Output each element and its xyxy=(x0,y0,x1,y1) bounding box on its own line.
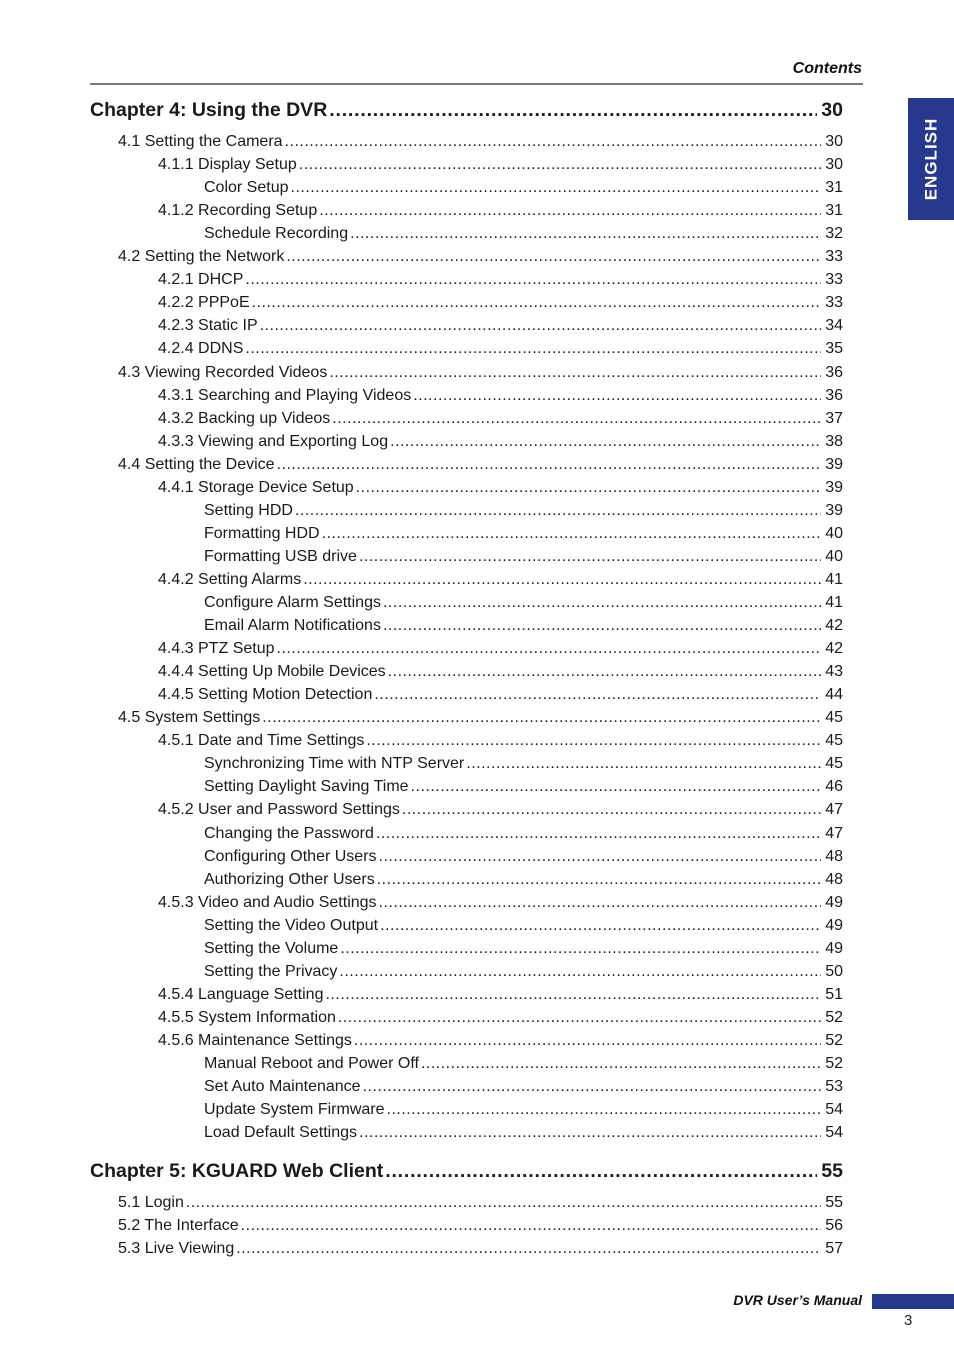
toc-entry-page: 30 xyxy=(825,133,843,150)
toc-entry[interactable] xyxy=(204,775,843,797)
toc-entry[interactable] xyxy=(158,199,843,221)
toc-dot-leader xyxy=(363,1077,822,1097)
toc-entry[interactable] xyxy=(158,384,843,406)
language-tab xyxy=(908,98,954,220)
toc-entry-page: 40 xyxy=(825,524,843,542)
toc-dot-leader xyxy=(385,1159,817,1183)
toc-entry[interactable] xyxy=(204,522,843,544)
toc-dot-leader xyxy=(356,478,822,498)
toc-entry-label: Changing the Password xyxy=(204,824,374,842)
toc-entry-page: 45 xyxy=(825,755,843,773)
toc-dot-leader xyxy=(366,731,821,751)
toc-entry-label: 4.2.3 Static IP xyxy=(158,317,258,335)
toc-entry-page: 38 xyxy=(825,432,843,450)
toc-dot-leader xyxy=(322,524,822,544)
toc-entry-page: 44 xyxy=(825,686,843,704)
toc-entry-page: 42 xyxy=(825,640,843,658)
toc-entry-label: 4.1 Setting the Camera xyxy=(118,133,283,150)
toc-entry-page: 33 xyxy=(825,271,843,289)
toc-entry-page: 47 xyxy=(825,824,843,842)
toc-entry-label: 4.3.1 Searching and Playing Videos xyxy=(158,386,412,404)
toc-entry-label: Setting the Privacy xyxy=(204,962,338,980)
toc-entry-label: Schedule Recording xyxy=(204,225,349,243)
toc-entry-page: 43 xyxy=(825,663,843,681)
toc-entry-label: 4.4.3 PTZ Setup xyxy=(158,640,275,658)
toc-dot-leader xyxy=(286,247,821,267)
toc-entry[interactable] xyxy=(204,614,843,636)
toc-entry-label: 5.3 Live Viewing xyxy=(118,1240,235,1258)
toc-entry-label: 5.2 The Interface xyxy=(118,1217,239,1235)
toc-entry[interactable] xyxy=(158,637,843,659)
language-tab-label: ENGLISH xyxy=(921,117,940,201)
toc-dot-leader xyxy=(252,293,822,313)
toc-entry-label: 4.5.1 Date and Time Settings xyxy=(158,732,365,750)
toc-entry-label: Color Setup xyxy=(204,179,289,197)
toc-entry-label: 4.3.2 Backing up Videos xyxy=(158,409,331,427)
toc-entry-label: 4.1.2 Recording Setup xyxy=(158,202,318,220)
toc-dot-leader xyxy=(339,962,821,982)
toc-entry[interactable] xyxy=(158,1006,843,1028)
toc-entry-page: 30 xyxy=(821,99,843,121)
toc-entry[interactable] xyxy=(204,937,843,959)
toc-entry-label: Update System Firmware xyxy=(204,1101,385,1119)
toc-dot-leader xyxy=(390,432,821,452)
toc-dot-leader xyxy=(466,754,821,774)
toc-entry-page: 39 xyxy=(825,455,843,473)
toc-entry-page: 42 xyxy=(825,617,843,635)
toc-entry-label: 4.3.3 Viewing and Exporting Log xyxy=(158,432,389,450)
toc-entry-label: 4.3 Viewing Recorded Videos xyxy=(118,363,328,381)
toc-entry[interactable] xyxy=(118,706,843,728)
toc-entry-page: 52 xyxy=(825,1008,843,1026)
toc-dot-leader xyxy=(379,893,822,913)
toc-entry[interactable] xyxy=(158,568,843,590)
toc-entry-label: 4.5 System Settings xyxy=(118,709,261,727)
toc-entry[interactable] xyxy=(158,153,843,175)
toc-entry[interactable] xyxy=(118,453,843,475)
toc-entry-page: 55 xyxy=(821,1160,843,1182)
toc-dot-leader xyxy=(260,316,822,336)
toc-entry-label: 4.1.1 Display Setup xyxy=(158,156,297,174)
toc-entry-page: 48 xyxy=(825,847,843,865)
toc-entry[interactable] xyxy=(204,1075,843,1097)
toc-entry[interactable] xyxy=(204,914,843,936)
toc-entry-label: 5.1 Login xyxy=(118,1194,184,1211)
toc-entry-page: 34 xyxy=(825,317,843,335)
toc-dot-leader xyxy=(338,1008,821,1028)
toc-dot-leader xyxy=(277,639,822,659)
toc-dot-leader xyxy=(383,616,821,636)
toc-entry[interactable] xyxy=(158,268,843,290)
toc-entry-page: 33 xyxy=(825,294,843,312)
toc-entry-page: 53 xyxy=(825,1078,843,1096)
toc-entry-page: 36 xyxy=(825,386,843,404)
toc-entry-label: Configure Alarm Settings xyxy=(204,594,381,611)
toc-entry[interactable] xyxy=(118,1214,843,1236)
toc-entry-page: 46 xyxy=(825,778,843,796)
toc-entry-label: 4.4 Setting the Device xyxy=(118,455,275,473)
toc-dot-leader xyxy=(285,132,822,152)
toc-dot-leader xyxy=(387,1100,822,1120)
toc-entry[interactable] xyxy=(158,729,843,751)
footer-accent-bar xyxy=(872,1294,954,1309)
toc-entry[interactable] xyxy=(204,1052,843,1074)
toc-entry-page: 50 xyxy=(825,962,843,980)
toc-dot-leader xyxy=(245,270,821,290)
toc-entry-label: Setting the Volume xyxy=(204,939,339,957)
toc-entry[interactable] xyxy=(118,1237,843,1259)
toc-entry-label: Configuring Other Users xyxy=(204,847,377,865)
toc-entry[interactable] xyxy=(204,868,843,890)
page-number: 3 xyxy=(904,1312,913,1329)
toc-entry[interactable] xyxy=(204,222,843,244)
toc-entry[interactable] xyxy=(204,752,843,774)
toc-dot-leader xyxy=(329,98,817,122)
toc-entry-page: 54 xyxy=(825,1124,843,1142)
toc-dot-leader xyxy=(388,662,822,682)
header-title: Contents xyxy=(792,60,862,77)
toc-entry-page: 45 xyxy=(825,709,843,727)
toc-entry-label: 4.4.1 Storage Device Setup xyxy=(158,478,354,496)
toc-entry[interactable] xyxy=(158,430,843,452)
toc-entry-label: Set Auto Maintenance xyxy=(204,1078,361,1096)
toc-entry-label: 4.2 Setting the Network xyxy=(118,248,285,266)
toc-entry-label: 4.5.4 Language Setting xyxy=(158,985,324,1003)
toc-dot-leader xyxy=(277,455,822,475)
toc-dot-leader xyxy=(359,547,821,567)
toc-dot-leader xyxy=(236,1239,821,1259)
toc-dot-leader xyxy=(332,409,821,429)
header-rule xyxy=(90,83,863,85)
toc-dot-leader xyxy=(291,178,822,198)
toc-entry-label: 4.4.5 Setting Motion Detection xyxy=(158,686,373,704)
toc-entry-page: 32 xyxy=(825,225,843,243)
toc-entry-page: 41 xyxy=(825,570,843,588)
toc-dot-leader xyxy=(421,1054,821,1074)
toc-entry-page: 30 xyxy=(825,156,843,174)
toc-entry[interactable] xyxy=(118,1191,843,1213)
toc-dot-leader xyxy=(325,985,821,1005)
toc-dot-leader xyxy=(241,1216,822,1236)
toc-dot-leader xyxy=(402,800,821,820)
toc-entry[interactable] xyxy=(158,683,843,705)
toc-entry-page: 52 xyxy=(825,1055,843,1072)
toc-dot-leader xyxy=(359,1123,821,1143)
toc-entry[interactable] xyxy=(204,499,843,521)
toc-entry[interactable] xyxy=(158,1029,843,1051)
toc-entry-page: 55 xyxy=(825,1194,843,1211)
toc-dot-leader xyxy=(376,824,821,844)
toc-dot-leader xyxy=(374,685,821,705)
toc-entry[interactable] xyxy=(204,1098,843,1120)
toc-entry-page: 52 xyxy=(825,1031,843,1049)
toc-entry-page: 57 xyxy=(825,1240,843,1258)
toc-entry-page: 36 xyxy=(825,363,843,381)
toc-entry-label: 4.4.2 Setting Alarms xyxy=(158,570,302,588)
toc-entry[interactable] xyxy=(204,545,843,567)
toc-dot-leader xyxy=(186,1193,821,1213)
toc-entry[interactable] xyxy=(158,337,843,359)
toc-entry-page: 45 xyxy=(825,732,843,750)
toc-dot-leader xyxy=(319,201,821,221)
toc-entry-label: 4.5.3 Video and Audio Settings xyxy=(158,893,377,911)
toc-entry-label: 4.2.2 PPPoE xyxy=(158,294,250,312)
toc-entry[interactable] xyxy=(204,591,843,613)
toc-entry-page: 37 xyxy=(825,409,843,427)
toc-entry-page: 49 xyxy=(825,939,843,957)
toc-entry-page: 48 xyxy=(825,870,843,888)
toc-entry-page: 56 xyxy=(825,1217,843,1235)
toc-dot-leader xyxy=(383,593,821,613)
toc-entry-page: 31 xyxy=(825,202,843,220)
toc-entry[interactable] xyxy=(118,245,843,267)
toc-dot-leader xyxy=(340,939,821,959)
toc-entry-page: 33 xyxy=(825,248,843,266)
toc-dot-leader xyxy=(350,224,821,244)
toc-entry[interactable] xyxy=(158,476,843,498)
toc-entry-page: 51 xyxy=(825,985,843,1003)
toc-entry[interactable] xyxy=(158,891,843,913)
toc-entry-label: Chapter 5: KGUARD Web Client xyxy=(90,1160,384,1182)
toc-entry-label: Load Default Settings xyxy=(204,1124,357,1142)
toc-entry[interactable] xyxy=(158,660,843,682)
toc-entry-label: 4.2.4 DDNS xyxy=(158,340,244,358)
toc-entry-label: Setting the Video Output xyxy=(204,916,379,934)
toc-entry-page: 39 xyxy=(825,478,843,496)
toc-entry-page: 39 xyxy=(825,501,843,519)
toc-dot-leader xyxy=(411,777,822,797)
toc-chapter-entry[interactable] xyxy=(90,96,843,122)
toc-entry[interactable] xyxy=(158,314,843,336)
toc-chapter-entry[interactable] xyxy=(90,1157,843,1183)
toc-entry-label: 4.5.6 Maintenance Settings xyxy=(158,1031,352,1049)
toc-entry-page: 41 xyxy=(825,594,843,611)
toc-dot-leader xyxy=(303,570,821,590)
toc-entry[interactable] xyxy=(158,407,843,429)
toc-entry[interactable] xyxy=(158,983,843,1005)
toc-entry[interactable] xyxy=(118,130,843,152)
toc-entry-label: Email Alarm Notifications xyxy=(204,617,381,635)
toc-entry-page: 40 xyxy=(825,547,843,565)
toc-entry[interactable] xyxy=(204,176,843,198)
toc-dot-leader xyxy=(379,847,822,867)
toc-entry-label: Setting Daylight Saving Time xyxy=(204,778,409,796)
toc-entry-page: 35 xyxy=(825,340,843,358)
toc-dot-leader xyxy=(245,339,821,359)
toc-entry-label: Setting HDD xyxy=(204,501,293,519)
toc-dot-leader xyxy=(354,1031,821,1051)
toc-entry-label: 4.2.1 DHCP xyxy=(158,271,244,289)
toc-entry-label: Authorizing Other Users xyxy=(204,870,375,888)
toc-entry[interactable] xyxy=(158,291,843,313)
toc-entry-label: 4.5.2 User and Password Settings xyxy=(158,801,400,819)
toc-dot-leader xyxy=(377,870,821,890)
toc-entry-page: 47 xyxy=(825,801,843,819)
toc-entry-page: 31 xyxy=(825,179,843,197)
toc-dot-leader xyxy=(262,708,821,728)
toc-entry-label: Chapter 4: Using the DVR xyxy=(90,99,328,121)
toc-dot-leader xyxy=(329,363,821,383)
toc-dot-leader xyxy=(380,916,821,936)
toc-entry-label: Manual Reboot and Power Off xyxy=(204,1055,419,1072)
toc-dot-leader xyxy=(413,386,821,406)
toc-entry-label: Formatting HDD xyxy=(204,524,320,542)
footer-manual-title: DVR User’s Manual xyxy=(733,1292,862,1308)
toc-dot-leader xyxy=(295,501,821,521)
toc-entry[interactable] xyxy=(204,822,843,844)
toc-entry-label: Synchronizing Time with NTP Server xyxy=(204,755,465,773)
toc-entry-page: 54 xyxy=(825,1101,843,1119)
toc-entry-label: 4.5.5 System Information xyxy=(158,1008,336,1026)
toc-entry[interactable] xyxy=(158,798,843,820)
toc-entry-label: Formatting USB drive xyxy=(204,547,357,565)
toc-dot-leader xyxy=(299,155,821,175)
toc-entry[interactable] xyxy=(204,960,843,982)
toc-entry-page: 49 xyxy=(825,893,843,911)
toc-entry-label: 4.4.4 Setting Up Mobile Devices xyxy=(158,663,386,681)
toc-entry-page: 49 xyxy=(825,916,843,934)
toc-entry[interactable] xyxy=(204,845,843,867)
toc-entry[interactable] xyxy=(118,361,843,383)
toc-entry[interactable] xyxy=(204,1121,843,1143)
